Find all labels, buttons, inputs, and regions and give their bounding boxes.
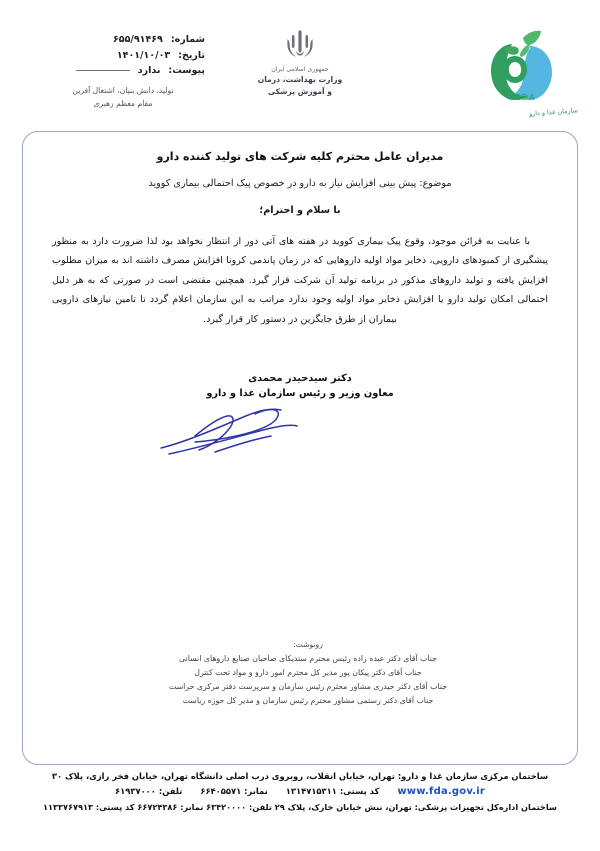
ifda-logo-block [462, 26, 580, 122]
letter-body-paragraph: با عنایت به قرائن موجود، وقوع پیک بیماری کووید در هفته های آتی دور از انتظار نخواهد بود لذا ضرورت دارد به منظور پیشگیری از کمبودهای دارویی، ذخایر مواد اولیه داروهایی که در زمان پاندمی کرونا افزایش مصرف داشته اند به میزان مطلوب افزایش یافته و تولید داروهای مذکور در برنامه تولید آن شرکت قرار گیرد. همچنین مقتضی است در صورتی که به هر دلیل احتمالی امکان تولید دارو یا افزایش ذخایر مواد اولیه وجود ندارد مراتب به این سازمان اعلام گردد تا تامین نیازهای دارویی بیماران از طرق جایگزین در دستور کار قرار گیرد. [52, 236, 548, 325]
footer-address-main: ساختمان مرکزی سازمان غذا و دارو: تهران، خیابان انقلاب، روبروی درب اصلی دانشگاه تهران، خیابان فخر رازی، پلاک ۳۰ [51, 771, 549, 781]
footer-phone [115, 786, 182, 796]
letter-greeting: با سلام و احترام؛ [259, 205, 341, 216]
footer-contacts-row [0, 786, 600, 797]
ministry-name-line2: و آموزش پزشکی [267, 87, 333, 96]
svg-text:IFDA: IFDA [512, 93, 536, 102]
document-number-value: ۶۵۵/۹۱۴۶۹ [112, 34, 163, 45]
cc-label: رونوشت: [293, 640, 323, 649]
ministry-emblem-block [210, 28, 390, 97]
header-metadata [45, 34, 205, 111]
letter-subject: موضوع: پیش بینی افزایش نیاز به دارو در خصوص پیک احتمالی بیماری کووید [148, 178, 452, 189]
cc-list-block [38, 640, 578, 708]
document-date-label: تاریخ: [178, 49, 205, 61]
footer-postal-code [286, 786, 380, 796]
footer-postal-value: ۱۳۱۴۷۱۵۳۱۱ [285, 786, 337, 797]
document-number-label: شماره: [170, 34, 205, 45]
signature-block [22, 372, 578, 401]
footer-website-link[interactable]: www.fda.gov.ir [397, 786, 485, 798]
year-slogan-line2: مقام معظم رهبری [93, 99, 153, 109]
cc-list-item: جناب آقای دکتر پیکان پور مدیر کل محترم امور دارو و مواد تحت کنترل [194, 667, 422, 677]
ifda-caption: سازمان غذا و دارو [528, 106, 579, 118]
year-slogan [45, 84, 205, 111]
cc-list-item: جناب آقای دکتر عبده زاده رئیس محترم سندیکای صاحبان صنایع داروهای انسانی [179, 654, 437, 663]
year-slogan-line1: تولید، دانش بنیان، اشتغال آفرین [72, 86, 174, 95]
document-number-row [45, 34, 205, 45]
footer-phone-value: ۶۱۹۳۷۰۰۰ [115, 786, 156, 797]
iran-emblem-icon [210, 28, 390, 64]
attachment-row [45, 65, 205, 76]
footer-address-secondary: ساختمان اداره‌کل تجهیزات پزشکی: تهران، نبش خیابان خارک، پلاک ۲۹ تلفن: ۶۳۴۲۰۰۰۰ نمابر: ۶۶۷۲۴۳۸۶ کد پستی: ۱۱۳۳۷۶۷۹۱۳ [43, 802, 557, 813]
footer-postal-label: کد پستی: [339, 786, 380, 797]
footer-fax-value: ۶۶۴۰۵۵۷۱ [200, 786, 242, 797]
cc-list-item: جناب آقای دکتر رستمی مشاور محترم رئیس سازمان و مدیر کل حوزه ریاست [182, 695, 434, 705]
country-name: جمهوری اسلامی ایران [271, 66, 329, 73]
document-date-value: ۱۴۰۱/۱۰/۰۳ [116, 49, 171, 61]
letter-body [52, 232, 548, 329]
document-date-row [45, 50, 205, 61]
signatory-name: دکتر سیدحیدر محمدی [248, 373, 352, 384]
attachment-value: ندارد [137, 65, 161, 76]
attachment-rule [76, 70, 130, 71]
letter-footer [0, 770, 600, 815]
footer-fax-label: نمابر: [244, 786, 268, 797]
footer-phone-label: تلفن: [158, 786, 183, 797]
attachment-label: پیوست: [168, 65, 205, 76]
signatory-role: معاون وزیر و رئیس سازمان غذا و دارو [206, 387, 394, 399]
ministry-name-line1: وزارت بهداشت، درمان [257, 75, 343, 84]
letter-header [0, 0, 600, 128]
cc-list-item: جناب آقای دکتر حیدری مشاور محترم رئیس سازمان و سرپرست دفتر مرکزی حراست [168, 681, 448, 691]
footer-fax [200, 786, 267, 796]
letter-recipient-title: مدیران عامل محترم کلیه شرکت های تولید کننده دارو [156, 150, 444, 163]
